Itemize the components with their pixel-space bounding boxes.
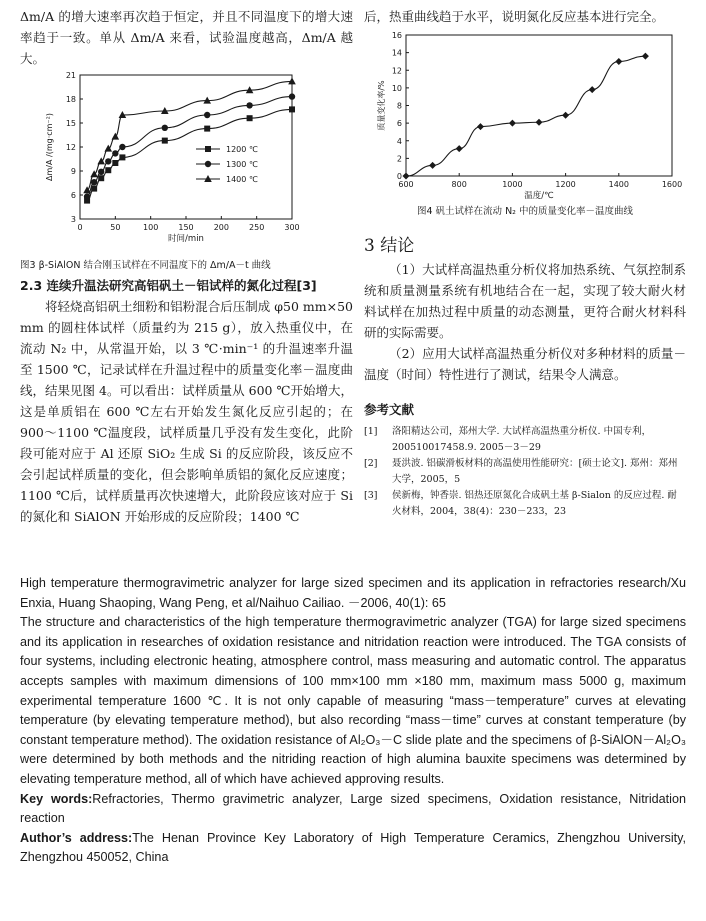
x-tick-label: 300 <box>284 223 300 232</box>
x-tick-label: 800 <box>451 180 467 189</box>
figure-4-chart <box>364 31 686 201</box>
english-abstract <box>20 574 686 868</box>
x-tick-label: 100 <box>143 223 159 232</box>
x-tick-label: 250 <box>249 223 265 232</box>
data-point <box>91 186 97 192</box>
figure-3-caption: 图3 β-SiAlON 结合刚玉试样在不同温度下的 Δm/A－t 曲线 <box>20 260 271 271</box>
x-axis-label: 时间/min <box>168 234 204 244</box>
x-axis-label: 温度/℃ <box>524 191 554 201</box>
section-2-3-title: 2.3 连续升温法研究高铝矾土－铝试样的氮化过程[3] <box>20 278 317 293</box>
data-point <box>98 175 104 181</box>
legend-label: 1400 ℃ <box>226 175 258 184</box>
y-axis-label: 质量变化率/% <box>377 80 386 131</box>
plot-frame <box>406 35 672 176</box>
reference-item: [3] 侯新梅，钟香崇. 铝热还原氮化合成矾土基 β-Sialon 的反应过程. 耐火材料，2004，38(4)：230－233，23 <box>364 490 677 517</box>
data-point <box>119 154 125 160</box>
data-point <box>112 150 118 156</box>
data-point <box>204 112 210 118</box>
abstract-keywords <box>20 790 686 829</box>
figure-3 <box>20 71 353 261</box>
y-tick-label: 4 <box>396 136 402 146</box>
reference-item: [2] 聂洪波. 铝碳滑板材料的高温使用性能研究：[硕士论文]. 郑州：郑州大学，2005，5 <box>364 458 678 485</box>
x-tick-label: 1200 <box>555 180 576 189</box>
legend-label: 1200 ℃ <box>226 145 258 154</box>
data-point <box>289 106 295 112</box>
y-tick-label: 12 <box>65 143 76 152</box>
legend-marker <box>205 146 211 152</box>
data-point <box>204 126 210 132</box>
x-tick-label: 1400 <box>608 180 629 189</box>
x-tick-label: 50 <box>110 223 121 232</box>
continued-paragraph: 后，热重曲线趋于水平，说明氮化反应基本进行完全。 <box>364 9 665 24</box>
y-tick-label: 10 <box>391 83 402 93</box>
intro-paragraph: Δm/A 的增大速率再次趋于恒定，并且不同温度下的增大速率趋于一致。单从 Δm/A 来看，试验温度越高，Δm/A 越大。 <box>20 9 353 66</box>
data-point <box>536 119 543 126</box>
y-tick-label: 0 <box>396 172 402 181</box>
series-line <box>87 81 292 190</box>
reference-item: [1] 洛阳精达公司，郑州大学. 大试样高温热重分析仪. 中国专利，200510017458.9. 2005－3－29 <box>364 426 652 453</box>
y-tick-label: 15 <box>65 119 76 128</box>
abstract-body: The structure and characteristics of the high temperature thermogravimetric analyzer (TGA) for large sized specimens and its application in researches of oxidation resistance and nitridation reaction were introduced. The TGA consists of four systems, including electronic heating, atmosphere control, mass measuring and automatic control. The apparatus accepts samples with maximum dimensions of 100 mm×100 mm ×180 mm, maximum mass 5000 g, maximum experimental temperature 1600 ℃. It is not only capable of measuring “mass－temperature” curves at elevating temperature (by elevating temperature method), but also recording “mass－time” curves at constant temperature (by constant temperature method). The oxidation resistance of Al₂O₃－C slide plate and the specimens of β-SiAlON－Al₂O₃ were determined by both methods and the nitriding reaction of high alumina bauxite specimens was determined by elevating temperature method, all of which have achieved approving results. <box>20 615 686 786</box>
data-point <box>119 144 125 150</box>
y-axis-label: Δm/A /(mg·cm⁻²) <box>45 113 54 181</box>
data-point <box>105 158 111 164</box>
y-tick-label: 16 <box>391 31 402 40</box>
data-point <box>615 58 622 65</box>
y-tick-label: 8 <box>396 101 402 111</box>
data-point <box>247 115 253 121</box>
figure-3-chart <box>20 71 353 261</box>
data-point <box>642 53 649 60</box>
x-tick-label: 0 <box>77 223 83 232</box>
figure-4 <box>364 31 686 201</box>
y-tick-label: 12 <box>391 66 402 76</box>
data-point <box>98 169 104 175</box>
y-tick-label: 18 <box>65 95 76 104</box>
figure-4-caption: 图4 矾土试样在流动 N₂ 中的质量变化率－温度曲线 <box>416 206 634 217</box>
keywords-label: Key words: <box>20 791 93 806</box>
data-point <box>91 179 97 185</box>
data-point <box>477 123 484 130</box>
y-tick-label: 6 <box>396 119 402 129</box>
data-point <box>429 162 436 169</box>
y-tick-label: 2 <box>396 154 402 164</box>
y-tick-label: 6 <box>70 191 76 200</box>
data-point <box>84 193 90 199</box>
x-tick-label: 150 <box>178 223 194 232</box>
legend-marker <box>205 161 211 167</box>
abstract-title: High temperature thermogravimetric analyzer for large sized specimen and its application in refractories research/Xu Enxia, Huang Shaoping, Wang Peng, et al/Naihuo Cailiao. －2006, 40(1): 65 <box>20 576 686 610</box>
y-tick-label: 3 <box>70 215 76 224</box>
address-label: Author’s address: <box>20 830 133 845</box>
data-point <box>162 138 168 144</box>
legend-label: 1300 ℃ <box>226 160 258 169</box>
keywords-text: Refractories, Thermo gravimetric analyzer, Large sized specimens, Oxidation resistance, Nitridation reaction <box>20 791 686 826</box>
data-point <box>509 120 516 127</box>
address-text: The Henan Province Key Laboratory of High Temperature Ceramics, Zhengzhou University, Zhengzhou 450052, China <box>20 830 686 865</box>
data-point <box>289 93 295 99</box>
data-point <box>112 133 120 140</box>
references-title: 参考文献 <box>364 402 415 417</box>
y-tick-label: 21 <box>65 71 76 80</box>
data-point <box>589 86 596 93</box>
data-point <box>288 77 296 84</box>
series-line <box>87 97 292 197</box>
right-column <box>364 6 686 520</box>
left-column <box>20 6 353 527</box>
data-point <box>112 160 118 166</box>
references-list <box>364 424 686 520</box>
conclusion-1: （1）大试样高温热重分析仪将加热系统、气氛控制系统和质量测量系统有机地结合在一起，实现了较大耐火材料试样在加热过程中质量的动态测量，更符合耐火材料科研的实际需要。 <box>364 262 686 340</box>
x-tick-label: 1000 <box>502 180 523 189</box>
x-tick-label: 1600 <box>661 180 683 189</box>
plot-frame <box>80 75 292 219</box>
data-point <box>162 125 168 131</box>
data-point <box>246 102 252 108</box>
data-point <box>562 112 569 119</box>
data-point <box>456 145 463 152</box>
y-tick-label: 14 <box>391 48 402 58</box>
data-point <box>403 173 410 180</box>
section-2-3-body: 将轻烧高铝矾土细粉和铝粉混合后压制成 φ50 mm×50 mm 的圆柱体试样（质量约为 215 g），放入热重仪中，在流动 N₂ 中，从常温开始，以 3 ℃·min⁻¹ 的升温速率升温至 1500 ℃，记录试样在升温过程中的质量变化率－温度曲线，结果见图 4。可以看出：试样质量从 600 ℃开始增大，这是单质铝在 600 ℃左右开始发生氮化反应引起的；在 900～1100 ℃温度段，试样质量几乎没有发生变化，此阶段可能对应于 Al 还原 SiO₂ 生成 Si 的反应阶段，该反应不会引起试样质量的变化，但会影响单质铝的氮化反应速度；1100 ℃后，试样质量再次快速增大，此阶段应该对应于 Si 的氮化和 SiAlON 开始形成的反应阶段；1400 ℃ <box>20 299 353 524</box>
conclusion-2: （2）应用大试样高温热重分析仪对多种材料的质量－温度（时间）特性进行了测试，结果令人满意。 <box>364 346 686 382</box>
x-tick-label: 200 <box>213 223 229 232</box>
x-tick-label: 600 <box>398 180 414 189</box>
abstract-address <box>20 829 686 868</box>
conclusion-title: 3 结论 <box>364 236 415 256</box>
data-point <box>105 167 111 173</box>
y-tick-label: 9 <box>70 167 76 176</box>
series-line <box>406 56 645 176</box>
